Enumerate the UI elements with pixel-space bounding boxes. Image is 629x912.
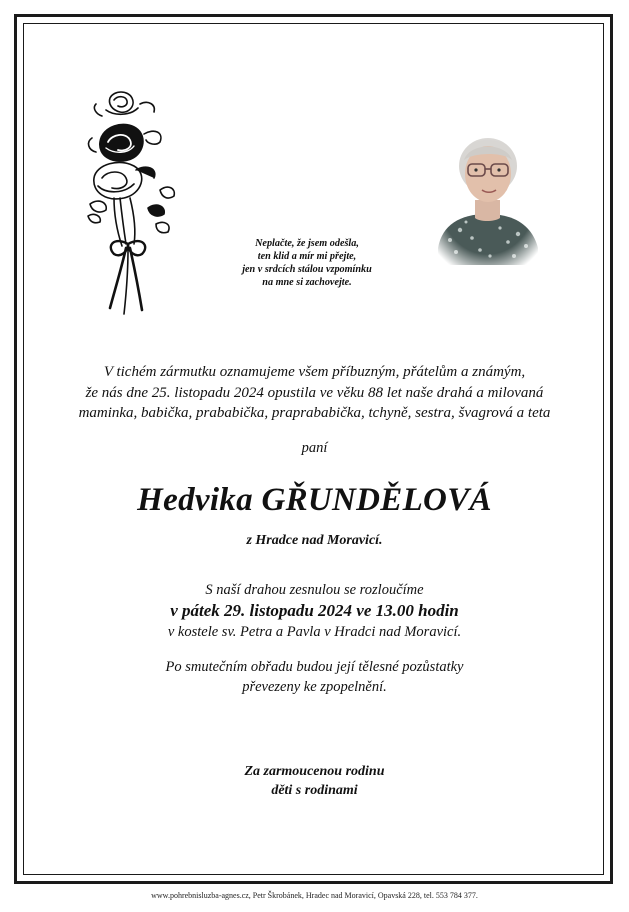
salutation: paní <box>301 440 328 456</box>
farewell-date-time: v pátek 29. listopadu 2024 ve 13.00 hodin <box>170 601 459 620</box>
cremation-line: Po smutečním obřadu budou její tělesné pozůstatky <box>165 659 464 675</box>
announcement-line: maminka, babička, prababička, praprababička, tchyně, sestra, švagrová a teta <box>78 405 551 421</box>
farewell-place: v kostele sv. Petra a Pavla v Hradci nad Moravicí. <box>167 624 462 640</box>
deceased-origin: z Hradce nad Moravicí. <box>246 533 383 548</box>
announcement-line: že nás dne 25. listopadu 2024 opustila ve věku 88 let naše drahá a milovaná <box>85 384 544 401</box>
poem-line: na mne si zachovejte. <box>262 277 352 288</box>
cremation-note <box>0 657 629 697</box>
poem-line: Neplačte, že jsem odešla, <box>255 238 359 249</box>
deceased-name: Hedvika GŘUNDĚLOVÁ <box>137 482 492 518</box>
cremation-line: převezeny ke zpopelnění. <box>242 679 387 695</box>
poem-line: ten klid a mír mi přejte, <box>257 251 357 262</box>
funeral-service-footer: www.pohrebnisluzba-agnes.cz, Petr Škrobánek, Hradec nad Moravicí, Opavská 228, tel. 553 784 377. <box>151 891 478 900</box>
announcement-line: V tichém zármutku oznamujeme všem příbuzným, přátelům a známým, <box>103 364 526 380</box>
rose-bouquet-icon <box>84 86 184 318</box>
death-announcement <box>40 362 589 424</box>
farewell-details <box>0 580 629 642</box>
memorial-poem <box>232 237 382 289</box>
family-line: děti s rodinami <box>271 783 358 798</box>
family-signature <box>0 762 629 800</box>
family-line: Za zarmoucenou rodinu <box>244 764 385 779</box>
portrait-photo <box>430 130 545 265</box>
poem-line: jen v srdcích stálou vzpomínku <box>242 264 372 275</box>
farewell-intro: S naší drahou zesnulou se rozloučíme <box>205 582 424 598</box>
